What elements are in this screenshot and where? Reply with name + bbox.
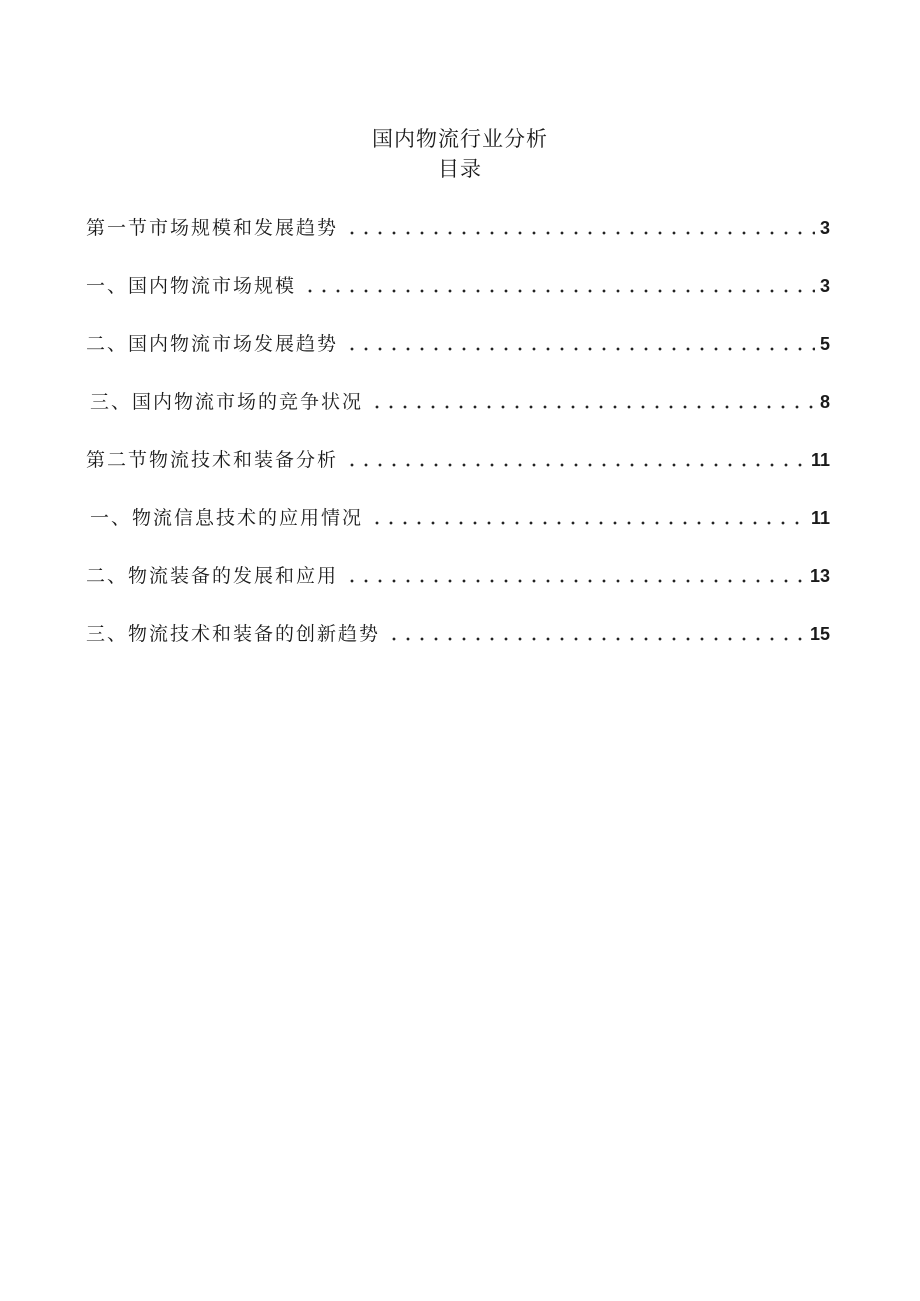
toc-entry[interactable]	[90, 502, 830, 530]
toc-entry[interactable]	[86, 270, 830, 298]
toc-entry-label: 一、国内物流市场规模	[86, 275, 297, 297]
toc-entry-page: 5	[819, 334, 830, 354]
toc-entry[interactable]	[86, 212, 830, 240]
toc-heading: 目录	[438, 157, 482, 181]
toc-dot-leader	[370, 521, 806, 525]
toc-dot-leader	[345, 231, 815, 235]
toc-entry-page: 11	[810, 450, 830, 470]
toc-entry[interactable]	[90, 386, 830, 414]
toc-dot-leader	[345, 463, 806, 467]
toc-entry-page: 13	[809, 566, 830, 586]
toc-entry-label: 二、国内物流市场发展趋势	[86, 333, 339, 355]
toc-entry-label: 三、国内物流市场的竞争状况	[90, 391, 364, 413]
toc-dot-leader	[345, 579, 805, 583]
toc-entry-page: 8	[819, 392, 830, 412]
document-title: 国内物流行业分析	[372, 127, 548, 151]
toc-entry-label: 第一节市场规模和发展趋势	[86, 217, 339, 239]
toc-entry-page: 3	[819, 276, 830, 296]
toc-dot-leader	[303, 289, 815, 293]
toc-entry[interactable]	[86, 444, 830, 472]
toc-entry-label: 三、物流技术和装备的创新趋势	[86, 623, 381, 645]
toc-entry-page: 15	[809, 624, 830, 644]
toc-entry-page: 3	[819, 218, 830, 238]
toc-dot-leader	[387, 637, 805, 641]
toc-entry-label: 一、物流信息技术的应用情况	[90, 507, 364, 529]
toc-entry[interactable]	[86, 618, 830, 646]
toc-dot-leader	[345, 347, 815, 351]
toc-entry-label: 第二节物流技术和装备分析	[86, 449, 339, 471]
toc-entry[interactable]	[86, 328, 830, 356]
toc-entry-label: 二、物流装备的发展和应用	[86, 565, 339, 587]
toc-dot-leader	[370, 405, 815, 409]
toc-entry[interactable]	[86, 560, 830, 588]
toc-entry-page: 11	[810, 508, 830, 528]
